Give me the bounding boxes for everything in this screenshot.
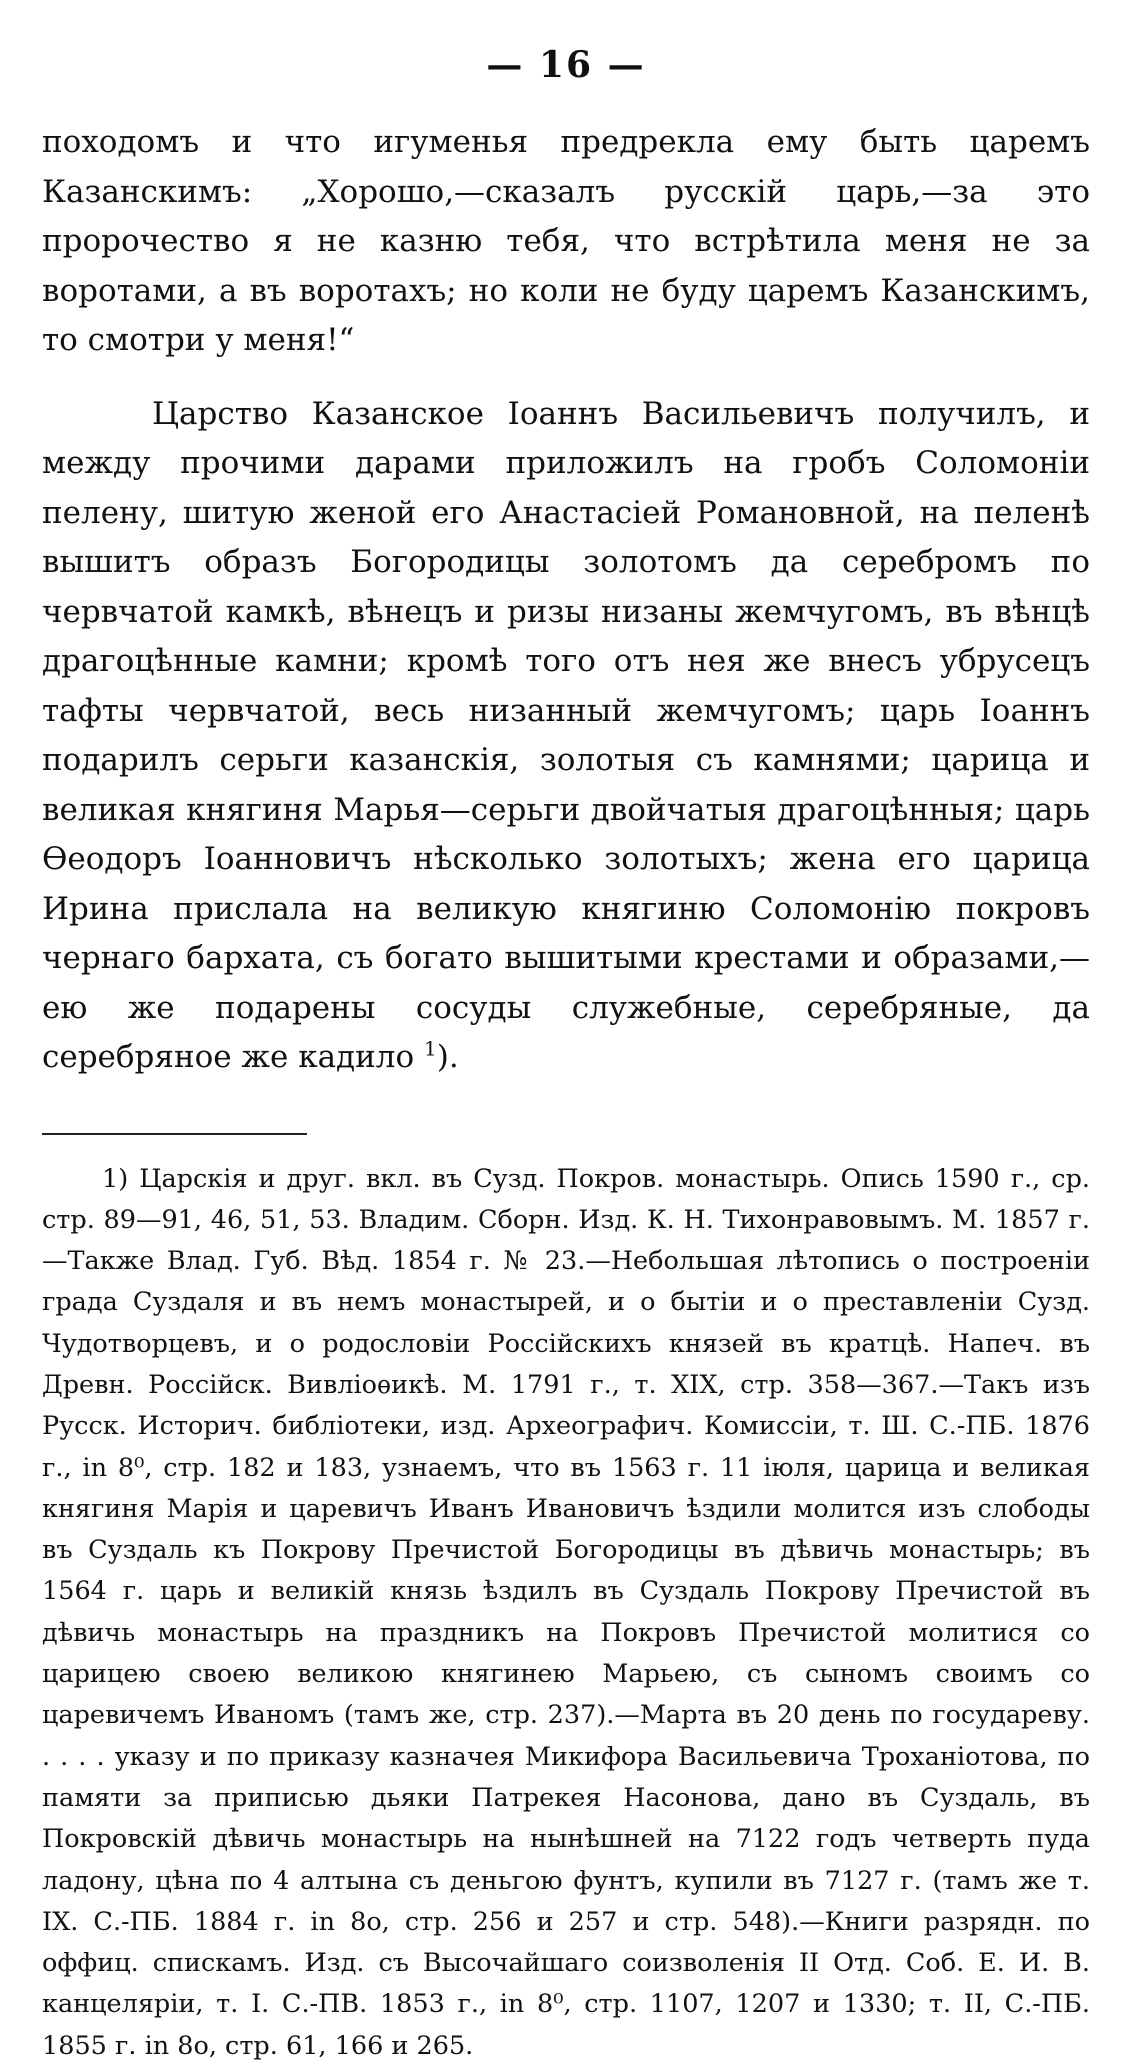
paragraph: [42, 390, 1090, 1083]
footnote-text: Царскія и друг. вкл. въ Сузд. Покров. монастырь. Опись 1590 г., ср. стр. 89—91, 46, 51, 53. Владим. Сборн. Изд. К. Н. Тихонравовымъ. М. 1857 г.—Также Влад. Губ. Вѣд. 1854 г. № 23.—Небольшая лѣтопись о построеніи града Суздаля и въ немъ монастырей, и о бытіи и о преставленіи Сузд. Чудотворцевъ, и о родословіи Россійскихъ князей въ кратцѣ. Напеч. въ Древн. Россійск. Вивліоѳикѣ. М. 1791 г., т. XIX, стр. 358—367.—Такъ изъ Русск. Историч. библіотеки, изд. Археографич. Комиссіи, т. Ш. С.-ПБ. 1876 г., in 8⁰, стр. 182 и 183, узнаемъ, что въ 1563 г. 11 іюля, царица и великая княгиня Марія и царевичъ Иванъ Ивановичъ ѣздили молится изъ слободы въ Суздаль къ Покрову Пречистой Богородицы въ дѣвичь монастырь; въ 1564 г. царь и великій князь ѣздилъ въ Суздаль Покрову Пречистой въ дѣвичь монастырь на праздникъ на Покровъ Пречистой молитися со царицею своею великою княгинею Марьею, съ сыномъ своимъ со царевичемъ Иваномъ (тамъ же, стр. 237).—Марта въ 20 день по государеву. . . . . указу и по приказу казначея Микифора Васильевича Троханіотова, по памяти за приписью дьяки Патрекея Насонова, дано въ Суздаль, въ Покровскій дѣвичь монастырь на нынѣшней на 7122 годъ четверть пуда ладону, цѣна по 4 алтына съ деньгою фунтъ, купили въ 7127 г. (тамъ же т. IX. С.-ПБ. 1884 г. in 8о, стр. 256 и 257 и стр. 548).—Книги разрядн. по оффиц. спискамъ. Изд. съ Высочайшаго соизволенія II Отд. Соб. Е. И. В. канцеляріи, т. I. С.-ПВ. 1853 г., in 8⁰, стр. 1107, 1207 и 1330; т. II, С.-ПБ. 1855 г. in 8о, стр. 61, 166 и 265.: [42, 1164, 1090, 2061]
paragraph-end: ).: [437, 1039, 459, 1075]
footnote-divider: [42, 1133, 307, 1135]
footnote-marker: 1): [102, 1164, 128, 1194]
footnote-reference[interactable]: 1: [424, 1037, 437, 1061]
page-number: — 16 —: [42, 0, 1090, 104]
paragraph: походомъ и что игуменья предрекла ему быть царемъ Казанскимъ: „Хорошо,—сказалъ русскій царь,—за это пророчество я не казню тебя, что встрѣтила меня не за воротами, а въ воротахъ; но коли не буду царемъ Казанскимъ, то смотри у меня!“: [42, 118, 1090, 366]
footnote: [42, 1159, 1090, 2067]
main-text: [42, 118, 1090, 1083]
paragraph-text: Царство Казанское Іоаннъ Васильевичъ получилъ, и между прочими дарами приложилъ на гробъ Соломоніи пелену, шитую женой его Анастасіей Романовной, на пеленѣ вышитъ образъ Богородицы золотомъ да серебромъ по червчатой камкѣ, вѣнецъ и ризы низаны жемчугомъ, въ вѣнцѣ драгоцѣнные камни; кромѣ того отъ нея же внесъ убрусецъ тафты червчатой, весь низанный жемчугомъ; царь Іоаннъ подарилъ серьги казанскія, золотыя съ камнями; царица и великая княгиня Марья—серьги двойчатыя драгоцѣнныя; царь Ѳеодоръ Іоанновичъ нѣсколько золотыхъ; жена его царица Ирина прислала на великую княгиню Соломонію покровъ чернаго бархата, съ богато вышитыми крестами и образами,—ею же подарены сосуды служебные, серебряные, да серебряное же кадило: [42, 396, 1090, 1076]
